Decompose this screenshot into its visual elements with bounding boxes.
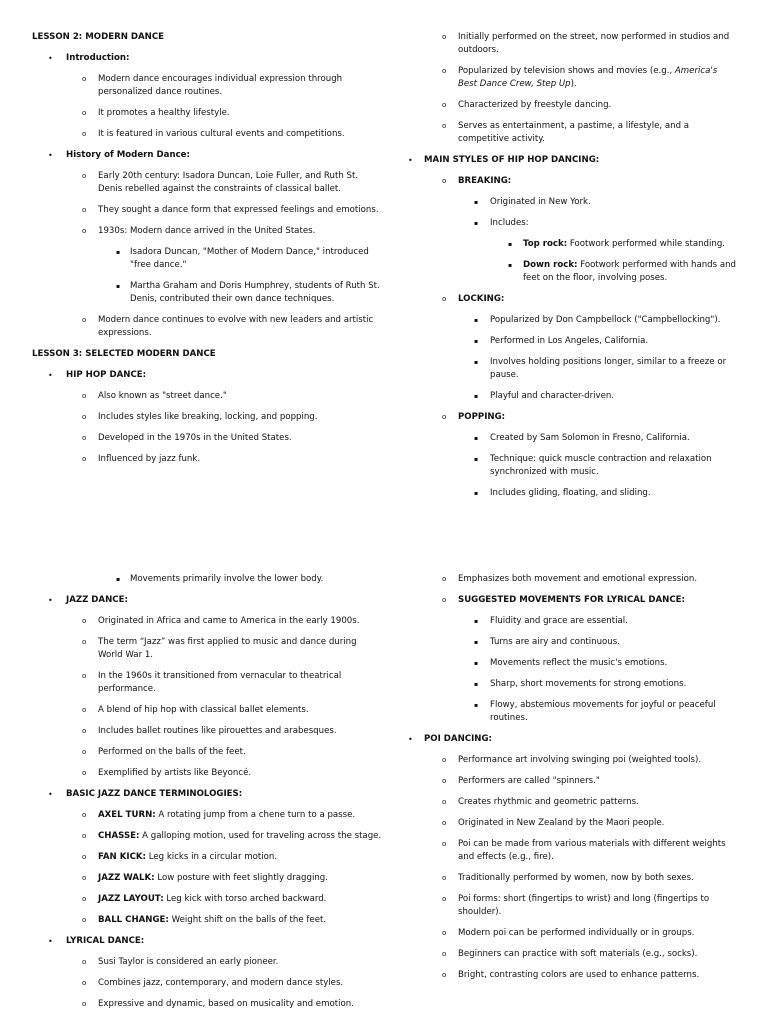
circle-bullet-icon: o [82,172,87,180]
list-item: ▪ Originated in New York. [474,197,591,207]
list-item: o Poi can be made from various materials with different weights and effects (e.g., fire). [442,839,726,862]
circle-bullet-icon: o [82,769,87,777]
square-bullet-icon: ▪ [474,639,479,646]
list-item: ▪ Fluidity and grace are essential. [474,616,628,626]
disc-bullet-icon: • [48,151,53,160]
circle-bullet-icon: o [82,617,87,625]
square-bullet-icon: ▪ [474,681,479,688]
page2-left-column [32,573,382,1019]
circle-bullet-icon: o [442,895,447,903]
list-item: o Popularized by television shows and movies (e.g., America's Best Dance Crew, Step Up). [442,66,718,89]
page1-left-column [32,31,382,474]
list-item: o Bright, contrasting colors are used to enhance patterns. [442,970,700,980]
square-bullet-icon: ▪ [474,338,479,345]
section-heading: JAZZ DANCE: [66,595,128,605]
list-item: o In the 1960s it transitioned from vernacular to theatrical performance. [82,671,342,694]
circle-bullet-icon: o [442,819,447,827]
list-item: o Originated in New Zealand by the Maori people. [442,818,665,828]
circle-bullet-icon: o [82,958,87,966]
section-heading: LOCKING: [458,294,505,304]
circle-bullet-icon: o [442,777,447,785]
circle-bullet-icon: o [442,950,447,958]
list-item: ▪ Sharp, short movements for strong emotions. [474,679,687,689]
list-item: o Includes ballet routines like pirouettes and arabesques. [82,726,337,736]
lesson3-title: LESSON 3: SELECTED MODERN DANCE [32,349,216,359]
section-heading: POI DANCING: [424,734,492,744]
list-item: ▪ Playful and character-driven. [474,391,615,401]
list-item: ▪ Turns are airy and continuous. [474,637,620,647]
page2-right-column [398,573,738,990]
square-bullet-icon: ▪ [474,618,479,625]
list-item [398,293,738,306]
list-item [32,369,382,382]
circle-bullet-icon: o [442,101,447,109]
list-item [32,788,382,801]
list-item: o 1930s: Modern dance arrived in the United States. [82,226,316,236]
circle-bullet-icon: o [442,413,447,421]
circle-bullet-icon: o [82,748,87,756]
disc-bullet-icon: • [48,937,53,946]
list-item: o Influenced by jazz funk. [82,454,201,464]
square-bullet-icon: ▪ [474,456,479,463]
list-item: o JAZZ WALK: Low posture with feet slightly dragging. [82,873,328,883]
circle-bullet-icon: o [82,316,87,324]
list-item: o A blend of hip hop with classical ballet elements. [82,705,309,715]
square-bullet-icon: ▪ [474,490,479,497]
section-heading: SUGGESTED MOVEMENTS FOR LYRICAL DANCE: [458,595,685,605]
circle-bullet-icon: o [82,979,87,987]
list-item [32,935,382,948]
circle-bullet-icon: o [442,67,447,75]
list-item: ▪ Involves holding positions longer, similar to a freeze or pause. [474,357,727,380]
section-heading: Introduction: [66,53,130,63]
list-item: o Serves as entertainment, a pastime, a lifestyle, and a competitive activity. [442,121,690,144]
list-item: o Early 20th century: Isadora Duncan, Loie Fuller, and Ruth St. Denis rebelled against the constraints of classical ballet. [82,171,359,194]
circle-bullet-icon: o [442,840,447,848]
list-item: o The term “Jazz” was first applied to music and dance during World War 1. [82,637,357,660]
list-item: o Emphasizes both movement and emotional expression. [442,574,698,584]
list-item: o It is featured in various cultural events and competitions. [82,129,345,139]
list-item: o Modern dance continues to evolve with new leaders and artistic expressions. [82,315,374,338]
square-bullet-icon: ▪ [474,435,479,442]
list-item: ▪ Martha Graham and Doris Humphrey, students of Ruth St. Denis, contributed their own dance techniques. [116,281,380,304]
list-item: o JAZZ LAYOUT: Leg kick with torso arched backward. [82,894,327,904]
page1-right-column [398,31,738,508]
disc-bullet-icon: • [408,156,413,165]
list-item: ▪ Includes gliding, floating, and sliding. [474,488,651,498]
circle-bullet-icon: o [442,929,447,937]
square-bullet-icon: ▪ [474,317,479,324]
circle-bullet-icon: o [442,295,447,303]
circle-bullet-icon: o [82,811,87,819]
list-item [32,594,382,607]
section-heading: HIP HOP DANCE: [66,370,147,380]
list-item: o Performance art involving swinging poi (weighted tools). [442,755,702,765]
disc-bullet-icon: • [48,790,53,799]
list-item [398,154,738,167]
list-item: o Creates rhythmic and geometric patterns. [442,797,639,807]
circle-bullet-icon: o [82,638,87,646]
section-heading: BASIC JAZZ DANCE TERMINOLOGIES: [66,789,243,799]
circle-bullet-icon: o [82,206,87,214]
circle-bullet-icon: o [442,177,447,185]
circle-bullet-icon: o [442,798,447,806]
list-item: o Originated in Africa and came to America in the early 1900s. [82,616,360,626]
list-item: ▪ Down rock: Footwork performed with hands and feet on the floor, involving poses. [508,260,737,283]
list-item [398,594,738,607]
list-item: o It promotes a healthy lifestyle. [82,108,230,118]
list-item: ▪ Top rock: Footwork performed while standing. [508,239,726,249]
square-bullet-icon: ▪ [508,241,513,248]
circle-bullet-icon: o [82,413,87,421]
circle-bullet-icon: o [82,1000,87,1008]
circle-bullet-icon: o [82,434,87,442]
circle-bullet-icon: o [82,874,87,882]
circle-bullet-icon: o [442,971,447,979]
list-item: ▪ Includes: [474,218,529,228]
list-item: o BALL CHANGE: Weight shift on the balls of the feet. [82,915,327,925]
list-item: ▪ Movements primarily involve the lower body. [116,574,324,584]
disc-bullet-icon: • [48,371,53,380]
circle-bullet-icon: o [442,33,447,41]
list-item: ▪ Popularized by Don Campbellock ("Campbellocking"). [474,315,721,325]
list-item: ▪ Created by Sam Solomon in Fresno, California. [474,433,690,443]
circle-bullet-icon: o [82,392,87,400]
list-item: o Susi Taylor is considered an early pioneer. [82,957,279,967]
list-item: o Traditionally performed by women, now by both sexes. [442,873,694,883]
circle-bullet-icon: o [82,227,87,235]
square-bullet-icon: ▪ [116,249,121,256]
list-item [398,411,738,424]
circle-bullet-icon: o [82,895,87,903]
circle-bullet-icon: o [442,575,447,583]
list-item: o Performed on the balls of the feet. [82,747,246,757]
square-bullet-icon: ▪ [116,283,121,290]
list-item [32,52,382,65]
circle-bullet-icon: o [442,596,447,604]
document-page-2 [0,560,768,1024]
section-heading: History of Modern Dance: [66,150,190,160]
list-item: ▪ Isadora Duncan, "Mother of Modern Dance," introduced "free dance." [116,247,369,270]
list-item: ▪ Movements reflect the music's emotions. [474,658,668,668]
list-item [398,175,738,188]
list-item: o Exemplified by artists like Beyoncé. [82,768,252,778]
list-item: o AXEL TURN: A rotating jump from a chene turn to a passe. [82,810,356,820]
list-item: o Performers are called "spinners." [442,776,600,786]
list-item [398,733,738,746]
section-heading: LYRICAL DANCE: [66,936,145,946]
list-item: o Initially performed on the street, now performed in studios and outdoors. [442,32,730,55]
list-item [32,149,382,162]
circle-bullet-icon: o [442,122,447,130]
circle-bullet-icon: o [82,75,87,83]
square-bullet-icon: ▪ [474,660,479,667]
square-bullet-icon: ▪ [508,262,513,269]
disc-bullet-icon: • [48,596,53,605]
list-item: o Also known as "street dance." [82,391,227,401]
list-item: ▪ Performed in Los Angeles, California. [474,336,649,346]
circle-bullet-icon: o [82,455,87,463]
circle-bullet-icon: o [82,706,87,714]
disc-bullet-icon: • [408,735,413,744]
list-item: o Combines jazz, contemporary, and modern dance styles. [82,978,344,988]
circle-bullet-icon: o [82,853,87,861]
circle-bullet-icon: o [82,727,87,735]
circle-bullet-icon: o [82,916,87,924]
section-heading: MAIN STYLES OF HIP HOP DANCING: [424,155,600,165]
square-bullet-icon: ▪ [474,393,479,400]
list-item: o Modern dance encourages individual expression through personalized dance routines. [82,74,343,97]
list-item: o FAN KICK: Leg kicks in a circular motion. [82,852,278,862]
section-heading: POPPING: [458,412,506,422]
disc-bullet-icon: • [48,54,53,63]
square-bullet-icon: ▪ [474,220,479,227]
circle-bullet-icon: o [82,672,87,680]
list-item: o CHASSE: A galloping motion, used for traveling across the stage. [82,831,382,841]
lesson2-title: LESSON 2: MODERN DANCE [32,32,165,42]
circle-bullet-icon: o [82,832,87,840]
list-item: o Expressive and dynamic, based on musicality and emotion. [82,999,354,1009]
list-item: o Beginners can practice with soft materials (e.g., socks). [442,949,698,959]
circle-bullet-icon: o [82,109,87,117]
circle-bullet-icon: o [442,874,447,882]
list-item: ▪ Flowy, abstemious movements for joyful or peaceful routines. [474,700,716,723]
list-item: o Characterized by freestyle dancing. [442,100,612,110]
square-bullet-icon: ▪ [474,702,479,709]
square-bullet-icon: ▪ [116,576,121,583]
square-bullet-icon: ▪ [474,359,479,366]
list-item: o They sought a dance form that expressed feelings and emotions. [82,205,379,215]
list-item: o Developed in the 1970s in the United States. [82,433,292,443]
section-heading: BREAKING: [458,176,512,186]
list-item: o Poi forms: short (fingertips to wrist) and long (fingertips to shoulder). [442,894,710,917]
list-item: o Includes styles like breaking, locking, and popping. [82,412,318,422]
square-bullet-icon: ▪ [474,199,479,206]
list-item: ▪ Technique: quick muscle contraction and relaxation synchronized with music. [474,454,712,477]
circle-bullet-icon: o [442,756,447,764]
circle-bullet-icon: o [82,130,87,138]
list-item: o Modern poi can be performed individually or in groups. [442,928,695,938]
